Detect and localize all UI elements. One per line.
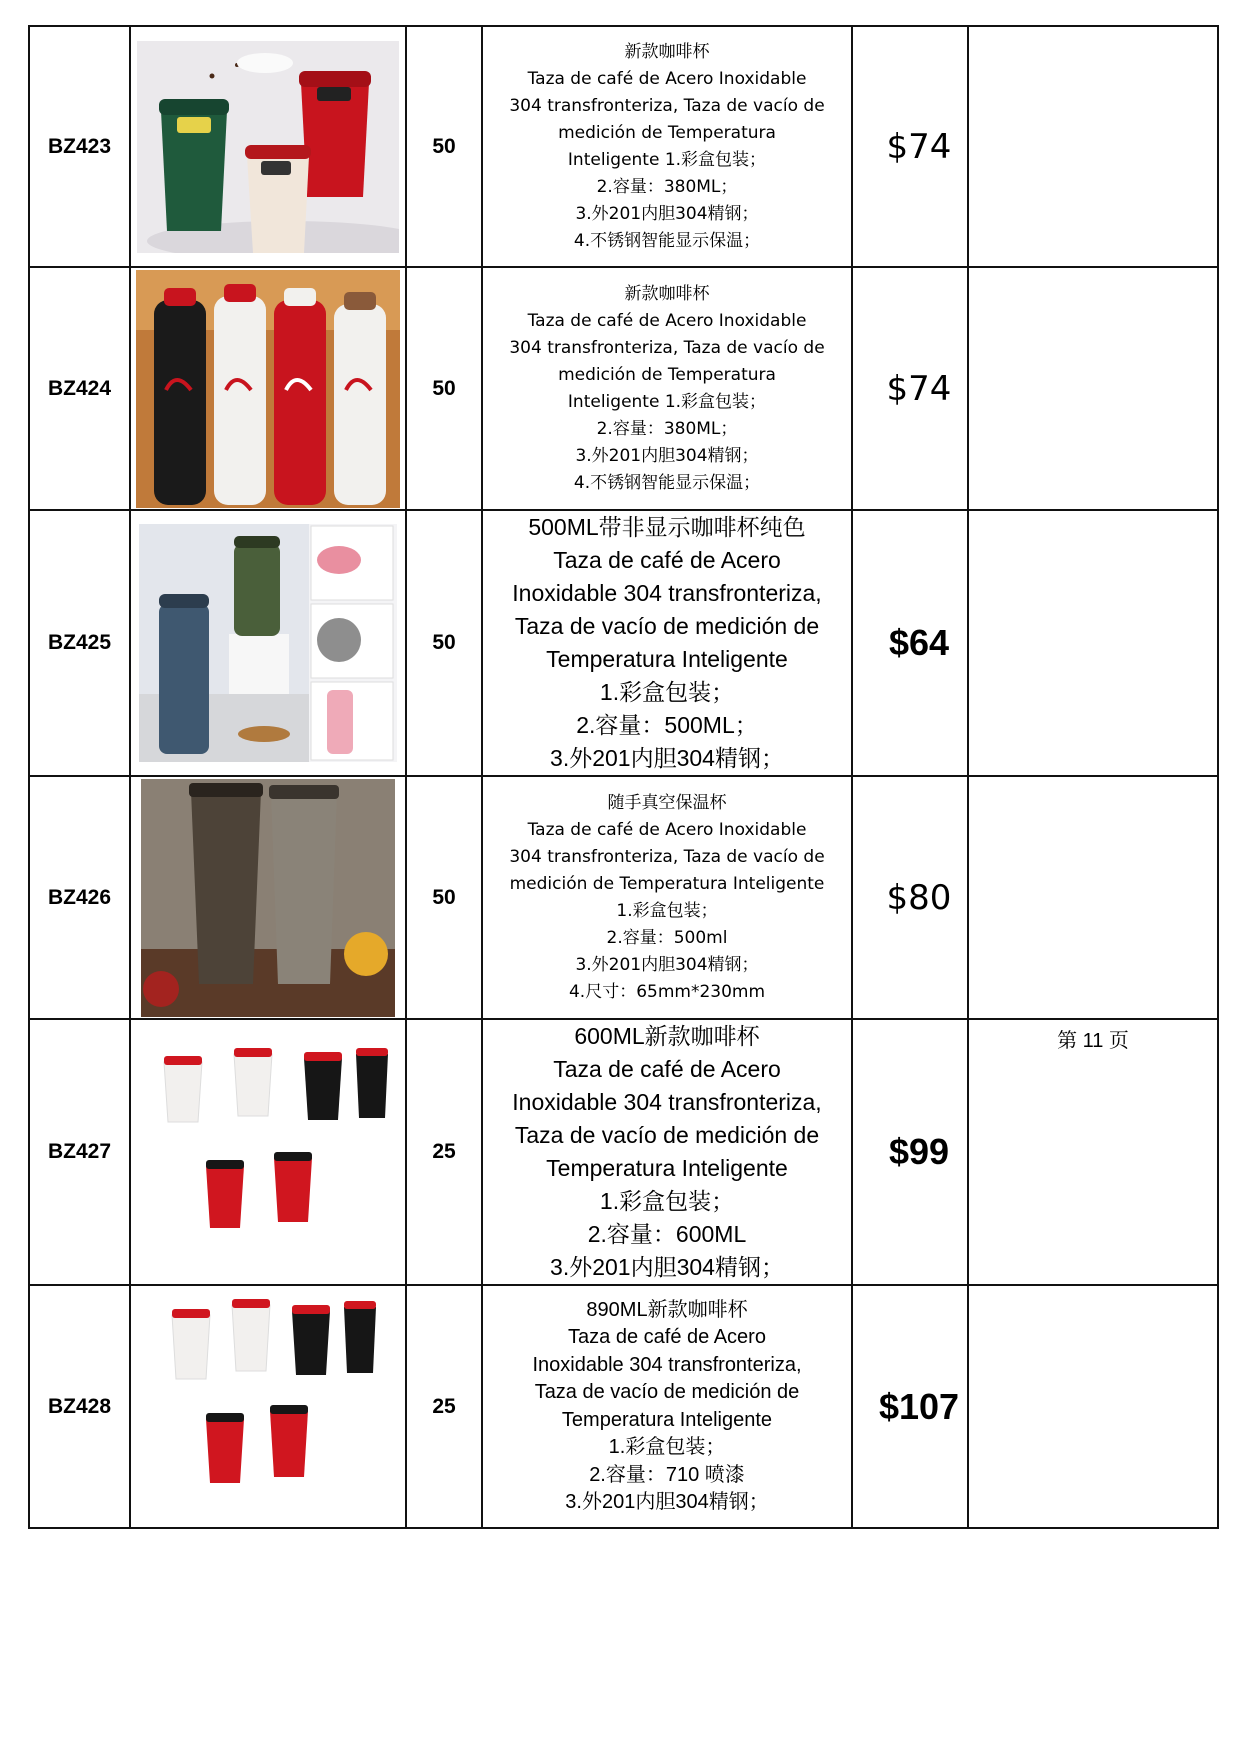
- description-line: 304 transfronteriza, Taza de vacío de: [509, 337, 825, 358]
- product-code: BZ426: [29, 776, 130, 1019]
- description-line: 2.容量：380ML；: [596, 418, 738, 439]
- product-description: [482, 510, 852, 776]
- product-photo: [130, 510, 406, 776]
- quantity: 50: [406, 26, 482, 267]
- description-line: 2.容量：380ML；: [596, 176, 738, 197]
- note-cell: [968, 267, 1218, 510]
- description-line: 新款咖啡杯: [624, 41, 710, 62]
- product-photo: [130, 1285, 406, 1528]
- table-row: [29, 267, 1218, 510]
- product-code: BZ425: [29, 510, 130, 776]
- description-line: 1.彩盒包装；: [616, 900, 718, 921]
- description-line: 2.容量：600ML: [587, 1221, 747, 1247]
- description-line: Taza de vacío de medición de: [514, 613, 820, 639]
- table-row: [29, 1285, 1218, 1528]
- description-line: 新款咖啡杯: [624, 283, 710, 304]
- description-line: 3.外201内胆304精钢；: [575, 954, 759, 975]
- page-number: 第 11 页: [968, 1019, 1218, 1285]
- description-line: 3.外201内胆304精钢；: [550, 745, 784, 771]
- product-photo: [130, 267, 406, 510]
- description-line: medición de Temperatura: [558, 122, 776, 143]
- price: $74: [852, 26, 968, 267]
- description-line: Taza de vacío de medición de: [514, 1122, 820, 1148]
- table-row: [29, 510, 1218, 776]
- description-line: medición de Temperatura Inteligente: [509, 873, 825, 894]
- table-row: [29, 1019, 1218, 1285]
- description-line: Inoxidable 304 transfronteriza,: [512, 580, 822, 606]
- product-description: [482, 267, 852, 510]
- description-line: Taza de café de Acero Inoxidable: [527, 310, 807, 331]
- product-photo: [130, 26, 406, 267]
- product-code: BZ424: [29, 267, 130, 510]
- description-line: 1.彩盒包装；: [599, 1188, 735, 1214]
- description-line: 500ML带非显示咖啡杯纯色: [528, 514, 806, 540]
- quantity: 25: [406, 1019, 482, 1285]
- description-line: 2.容量：500ml: [606, 927, 728, 948]
- product-code: BZ428: [29, 1285, 130, 1528]
- description-line: 1.彩盒包装；: [608, 1436, 726, 1458]
- description-line: 4.尺寸：65mm*230mm: [568, 981, 766, 1002]
- table-row: [29, 776, 1218, 1019]
- price: $80: [852, 776, 968, 1019]
- description-line: medición de Temperatura: [558, 364, 776, 385]
- description-line: 3.外201内胆304精钢；: [565, 1491, 769, 1513]
- quantity: 50: [406, 776, 482, 1019]
- description-line: Temperatura Inteligente: [546, 646, 788, 672]
- price: $64: [852, 510, 968, 776]
- description-line: 1.彩盒包装；: [599, 679, 735, 705]
- product-description: [482, 776, 852, 1019]
- quantity: 50: [406, 510, 482, 776]
- description-line: Taza de café de Acero: [568, 1326, 766, 1348]
- quantity: 25: [406, 1285, 482, 1528]
- product-code: BZ427: [29, 1019, 130, 1285]
- description-line: Temperatura Inteligente: [561, 1408, 773, 1431]
- description-line: Inoxidable 304 transfronteriza,: [532, 1353, 802, 1376]
- description-line: 2.容量：500ML；: [576, 712, 758, 738]
- product-photo: [130, 1019, 406, 1285]
- description-line: Inteligente 1.彩盒包装；: [567, 149, 767, 170]
- description-line: 890ML新款咖啡杯: [586, 1298, 748, 1321]
- description-line: Temperatura Inteligente: [546, 1155, 788, 1181]
- description-line: Inteligente 1.彩盒包装；: [567, 391, 767, 412]
- description-line: 2.容量：710 喷漆: [589, 1463, 745, 1486]
- product-table: [28, 25, 1219, 1529]
- description-line: 随手真空保温杯: [607, 792, 727, 813]
- description-line: Taza de café de Acero: [553, 547, 781, 573]
- table-row: [29, 26, 1218, 267]
- description-line: 600ML新款咖啡杯: [574, 1023, 760, 1049]
- quantity: 50: [406, 267, 482, 510]
- product-description: [482, 1019, 852, 1285]
- description-line: Taza de café de Acero Inoxidable: [527, 68, 807, 89]
- price: $74: [852, 267, 968, 510]
- product-description: [482, 1285, 852, 1528]
- description-line: 4.不锈钢智能显示保温；: [573, 230, 761, 251]
- product-photo: [130, 776, 406, 1019]
- price: $99: [852, 1019, 968, 1285]
- note-cell: [968, 510, 1218, 776]
- description-line: 4.不锈钢智能显示保温；: [573, 472, 761, 493]
- description-line: 304 transfronteriza, Taza de vacío de: [509, 846, 825, 867]
- product-code: BZ423: [29, 26, 130, 267]
- description-line: 3.外201内胆304精钢；: [550, 1254, 784, 1280]
- description-line: 304 transfronteriza, Taza de vacío de: [509, 95, 825, 116]
- description-line: Taza de café de Acero Inoxidable: [527, 819, 807, 840]
- note-cell: [968, 26, 1218, 267]
- description-line: 3.外201内胆304精钢；: [575, 445, 759, 466]
- note-cell: [968, 1285, 1218, 1528]
- description-line: 3.外201内胆304精钢；: [575, 203, 759, 224]
- description-line: Taza de café de Acero: [553, 1056, 781, 1082]
- description-line: Taza de vacío de medición de: [534, 1381, 800, 1403]
- price: $107: [852, 1285, 968, 1528]
- description-line: Inoxidable 304 transfronteriza,: [512, 1089, 822, 1115]
- product-description: [482, 26, 852, 267]
- note-cell: [968, 776, 1218, 1019]
